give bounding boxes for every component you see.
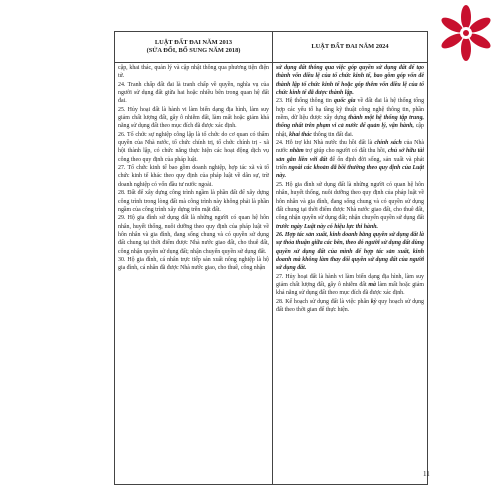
paragraph-text: quy hoạch sử dụng đất theo thời gian để thực hiện. <box>276 298 424 313</box>
paragraph-text: 23. Hệ thống thông tin <box>276 98 334 105</box>
paragraph-text: cập nhật, <box>276 123 424 138</box>
right-column-header <box>273 32 427 62</box>
highlighted-text: 26. Hợp tác sản xuất, kinh doanh bằng quyền sử dụng đất là sự thỏa thuận giữa các bên, theo đó người sử dụng đất dùng quyền sử dụng đất của mình để hợp tác sản xuất, kinh doanh mà không làm thay đổi quyền sử dụng đất của người sử dụng đất. <box>276 231 424 272</box>
paragraph-text: của Nhà nước <box>276 140 424 155</box>
paragraph-text: 27. Hủy hoại đất là hành vi làm biến dạng địa hình, làm suy giảm chất lượng đất, gây ô nhiễm đất <box>276 273 424 288</box>
highlighted-text: chủ sở hữu tài sản gắn liền với đất <box>276 148 424 163</box>
highlighted-text: ngoài các khoản đã bồi thường theo quy định của Luật này. <box>276 165 424 180</box>
paragraph-text: làm mất hoặc giảm khả năng sử dụng đất theo mục đích đã được xác định. <box>276 281 424 297</box>
paragraph-text: về đất đai là hệ thống tổng hợp các yếu tố hạ tầng kỹ thuật công nghệ thông tin, phần mềm, dữ liệu được xây dựng <box>276 98 424 122</box>
comparison-table <box>114 31 428 485</box>
highlighted-text: nhằm <box>289 148 304 155</box>
paragraph-text: để ổn định đời sống, sản xuất và phát triển <box>276 156 424 172</box>
highlighted-text: khai thác <box>289 131 312 138</box>
paragraph-text: 24. Hỗ trợ khi Nhà nước thu hồi đất là <box>276 140 375 147</box>
left-paragraph: 26. Tổ chức sự nghiệp công lập là tổ chức do cơ quan có thẩm quyền của Nhà nước, tổ chức chính trị, tổ chức chính trị - xã hội thành lập, có chức năng thực hiện các hoạt động dịch vụ công theo quy định của pháp luật. <box>118 131 269 163</box>
paragraph-text: 28. Kế hoạch sử dụng đất là việc phân <box>276 298 371 305</box>
left-header-title: LUẬT ĐẤT ĐAI NĂM 2013 <box>154 39 233 46</box>
left-column-body <box>118 64 269 482</box>
right-paragraph <box>276 64 424 97</box>
left-paragraph: 24. Tranh chấp đất đai là tranh chấp về quyền, nghĩa vụ của người sử dụng đất giữa hai hoặc nhiều bên trong quan hệ đất đai. <box>118 81 269 105</box>
highlighted-text: sử dụng đất thông qua việc góp quyền sử dụng đất để tạo thành vốn điều lệ của tổ chức kinh tế, bao gồm góp vốn để thành lập tổ chức kinh tế hoặc góp thêm vốn điều lệ của tổ chức kinh tế đã được thành lập. <box>276 65 424 97</box>
right-paragraph <box>276 298 424 315</box>
highlighted-text: thành một hệ thống tập trung, thống nhất trên phạm vi cả nước để quản lý, vận hành, <box>276 115 424 130</box>
right-paragraph <box>276 97 424 139</box>
right-paragraph <box>276 139 424 181</box>
right-paragraph <box>276 181 424 231</box>
right-paragraph <box>276 231 424 273</box>
left-paragraph: cập, khai thác, quản lý và cập nhật thông qua phương tiện điện tử. <box>118 65 269 80</box>
flower-logo-icon <box>437 4 495 62</box>
left-column-header <box>115 32 272 62</box>
right-paragraph <box>276 273 424 298</box>
page-number: 11 <box>423 470 430 478</box>
right-header-title: LUẬT ĐẤT ĐAI NĂM 2024 <box>311 43 389 50</box>
highlighted-text: mà <box>368 281 376 288</box>
left-paragraph: 25. Hủy hoại đất là hành vi làm biến dạng địa hình, làm suy giảm chất lượng đất, gây ô nhiễm đất, làm mất hoặc giảm khả năng sử dụng đất theo mục đích đã được xác định. <box>118 106 269 130</box>
column-divider <box>272 32 273 484</box>
table-header <box>115 32 427 63</box>
highlighted-text: trước ngày Luật này có hiệu lực thi hành. <box>276 223 379 230</box>
left-paragraph: 30. Hộ gia đình, cá nhân trực tiếp sản xuất nông nghiệp là hộ gia đình, cá nhân đã được Nhà nước giao, cho thuê, công nhận <box>118 256 269 272</box>
left-paragraph: 28. Đất để xây dựng công trình ngầm là phần đất để xây dựng công trình trong lòng đất mà công trình này không phải là phần ngầm của công trình xây dựng trên mặt đất. <box>118 190 269 213</box>
left-header-subtitle: (SỬA ĐỔI, BỔ SUNG NĂM 2018) <box>146 47 241 54</box>
highlighted-text: kỳ <box>370 298 377 305</box>
left-paragraph: 27. Tổ chức kinh tế bao gồm doanh nghiệp, hợp tác xã và tổ chức kinh tế khác theo quy định của pháp luật về dân sự, trừ doanh nghiệp có vốn đầu tư nước ngoài. <box>118 165 269 188</box>
highlighted-text: quốc gia <box>333 98 356 105</box>
highlighted-text: chính sách <box>374 140 402 147</box>
right-column-body <box>276 64 424 482</box>
paragraph-text: 25. Hộ gia đình sử dụng đất là những người có quan hệ hôn nhân, huyết thống, nuôi dưỡng theo quy định của pháp luật về hôn nhân và gia đình, đang sống chung và có quyền sử dụng đất chung tại thời điểm được Nhà nước giao đất, cho thuê đất, công nhận quyền sử dụng đất; nhận chuyển quyền sử dụng đất <box>276 181 424 222</box>
paragraph-text: trợ giúp cho người có đất thu hồi, <box>303 148 388 155</box>
left-paragraph: 29. Hộ gia đình sử dụng đất là những người có quan hệ hôn nhân, huyết thống, nuôi dưỡng theo quy định của pháp luật về hôn nhân và gia đình, đang sống chung và có quyền sử dụng đất chung tại thời điểm được Nhà nước giao đất, cho thuê đất, công nhận quyền sử dụng đất; nhận chuyển quyền sử dụng đất. <box>118 215 269 255</box>
paragraph-text: thông tin đất đai. <box>311 131 354 138</box>
